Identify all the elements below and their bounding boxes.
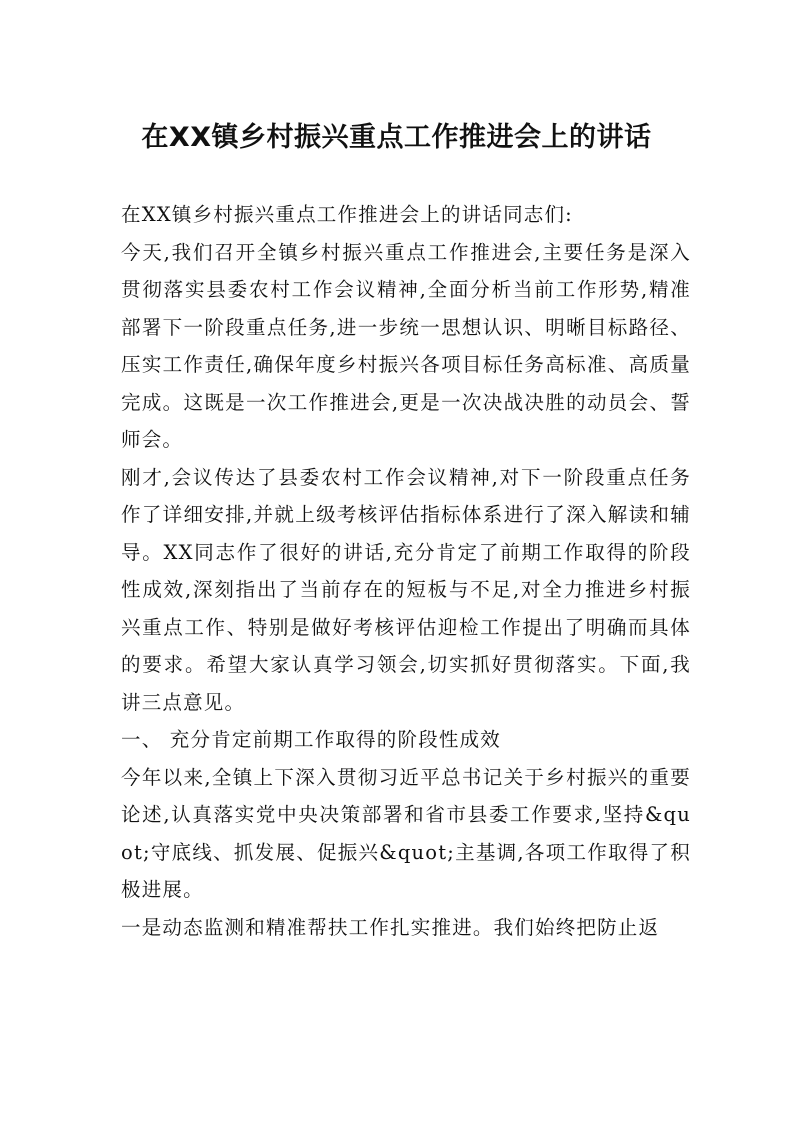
document-title: 在XX镇乡村振兴重点工作推进会上的讲话 bbox=[141, 122, 652, 153]
section-heading: 一、 充分肯定前期工作取得的阶段性成效 bbox=[121, 728, 501, 751]
body-paragraph: 今天,我们召开全镇乡村振兴重点工作推进会,主要任务是深入贯彻落实县委农村工作会议精神,全面分析当前工作形势,精准部署下一阶段重点任务,进一步统一思想认识、明晰目标路径、压实工作责任,确保年度乡村振兴各项目标任务高标准、高质量完成。这既是一次工作推进会,更是一次决战决胜的动员会、誓师会。 bbox=[121, 240, 691, 451]
greeting-paragraph: 在XX镇乡村振兴重点工作推进会上的讲话同志们: bbox=[121, 203, 573, 226]
document-body bbox=[121, 196, 691, 946]
body-paragraph: 刚才,会议传达了县委农村工作会议精神,对下一阶段重点任务作了详细安排,并就上级考核评估指标体系进行了深入解读和辅导。XX同志作了很好的讲话,充分肯定了前期工作取得的阶段性成效,深刻指出了当前存在的短板与不足,对全力推进乡村振兴重点工作、特别是做好考核评估迎检工作提出了明确而具体的要求。希望大家认真学习领会,切实抓好贯彻落实。下面,我讲三点意见。 bbox=[121, 465, 691, 714]
body-paragraph: 一是动态监测和精准帮扶工作扎实推进。我们始终把防止返 bbox=[121, 915, 660, 939]
body-paragraph: 今年以来,全镇上下深入贯彻习近平总书记关于乡村振兴的重要论述,认真落实党中央决策部署和省市县委工作要求,坚持&quot;守底线、抓发展、促振兴&quot;主基调,各项工作取得了积极进展。 bbox=[121, 765, 691, 901]
